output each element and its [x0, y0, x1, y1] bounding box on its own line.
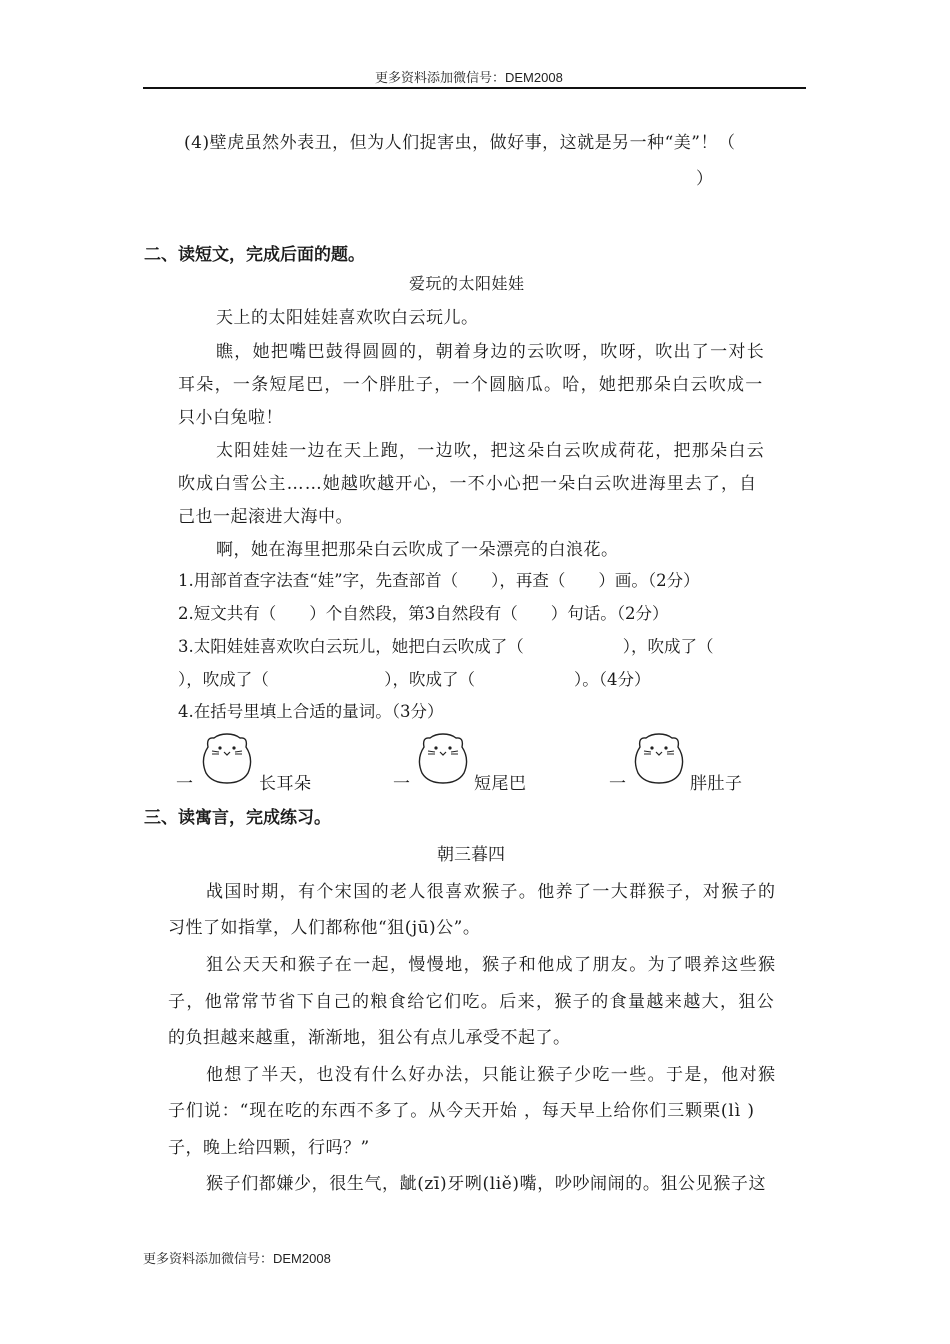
fable-line: 子，晚上给四颗，行吗？” — [168, 1138, 370, 1158]
fable-line: 的负担越来越重，渐渐地，狙公有点儿承受不起了。 — [168, 1028, 571, 1048]
question-1: 1.用部首查字法查“娃”字，先查部首（ ），再查（ ）画。（2分） — [178, 571, 700, 590]
measure-noun-3: 胖肚子 — [690, 774, 743, 794]
section2-heading: 二、读短文，完成后面的题。 — [144, 245, 365, 265]
header-rule — [143, 87, 806, 89]
measure-noun-2: 短尾巴 — [474, 774, 527, 794]
hamster-icon — [198, 731, 256, 785]
passage-line: 太阳娃娃一边在天上跑，一边吹，把这朵白云吹成荷花，把那朵白云 — [216, 441, 765, 461]
hamster-icon — [630, 731, 688, 785]
section2-title: 爱玩的太阳娃娃 — [409, 274, 525, 293]
fable-line: 战国时期，有个宋国的老人很喜欢猴子。他养了一大群猴子，对猴子的 — [206, 882, 777, 902]
hamster-icon — [414, 731, 472, 785]
fable-line: 子们说：“现在吃的东西不多了。从今天开始 ，每天早上给你们三颗栗(lì ) — [168, 1101, 755, 1121]
fable-line: 狙公天天和猴子在一起，慢慢地，猴子和他成了朋友。为了喂养这些猴 — [206, 955, 777, 975]
section3-heading: 三、读寓言，完成练习。 — [144, 808, 331, 828]
measure-prefix-2: 一 — [393, 774, 411, 794]
passage-line: 啊，她在海里把那朵白云吹成了一朵漂亮的白浪花。 — [216, 540, 619, 560]
page-footer: 更多资料添加微信号：DEM2008 — [143, 1251, 331, 1266]
passage-line: 天上的太阳娃娃喜欢吹白云玩儿。 — [216, 308, 479, 328]
passage-line: 只小白兔啦！ — [178, 408, 283, 428]
question-4: 4.在括号里填上合适的量词。（3分） — [178, 702, 444, 721]
measure-prefix-1: 一 — [176, 774, 194, 794]
page-header: 更多资料添加微信号：DEM2008 — [375, 70, 563, 85]
measure-prefix-3: 一 — [609, 774, 627, 794]
measure-noun-1: 长耳朵 — [259, 774, 312, 794]
fable-line: 猴子们都嫌少，很生气，龇(zī)牙咧(liě)嘴，吵吵闹闹的。狙公见猴子这 — [206, 1174, 767, 1194]
q4-line2: ） — [696, 169, 714, 189]
question-3-line2: ），吹成了（ ），吹成了（ ）。（4分） — [178, 670, 651, 689]
passage-line: 耳朵，一条短尾巴，一个胖肚子，一个圆脑瓜。哈，她把那朵白云吹成一 — [178, 375, 764, 395]
question-3-line1: 3.太阳娃娃喜欢吹白云玩儿，她把白云吹成了（ ），吹成了（ — [178, 637, 714, 656]
section3-title: 朝三暮四 — [437, 845, 505, 865]
passage-line: 瞧，她把嘴巴鼓得圆圆的，朝着身边的云吹呀，吹呀，吹出了一对长 — [216, 342, 765, 362]
question-2: 2.短文共有（ ）个自然段，第3自然段有（ ）句话。（2分） — [178, 604, 669, 623]
fable-line: 子，他常常节省下自己的粮食给它们吃。后来，猴子的食量越来越大，狙公 — [168, 992, 776, 1012]
passage-line: 己也一起滚进大海中。 — [178, 507, 353, 527]
passage-line: 吹成白雪公主……她越吹越开心，一不小心把一朵白云吹进海里去了，自 — [178, 474, 758, 494]
fable-line: 习性了如指掌，人们都称他“狙(jū)公”。 — [168, 918, 481, 938]
q4-line1: (4)壁虎虽然外表丑，但为人们捉害虫，做好事，这就是另一种“美”！（ — [184, 133, 736, 153]
fable-line: 他想了半天，也没有什么好办法，只能让猴子少吃一些。于是，他对猴 — [206, 1065, 777, 1085]
